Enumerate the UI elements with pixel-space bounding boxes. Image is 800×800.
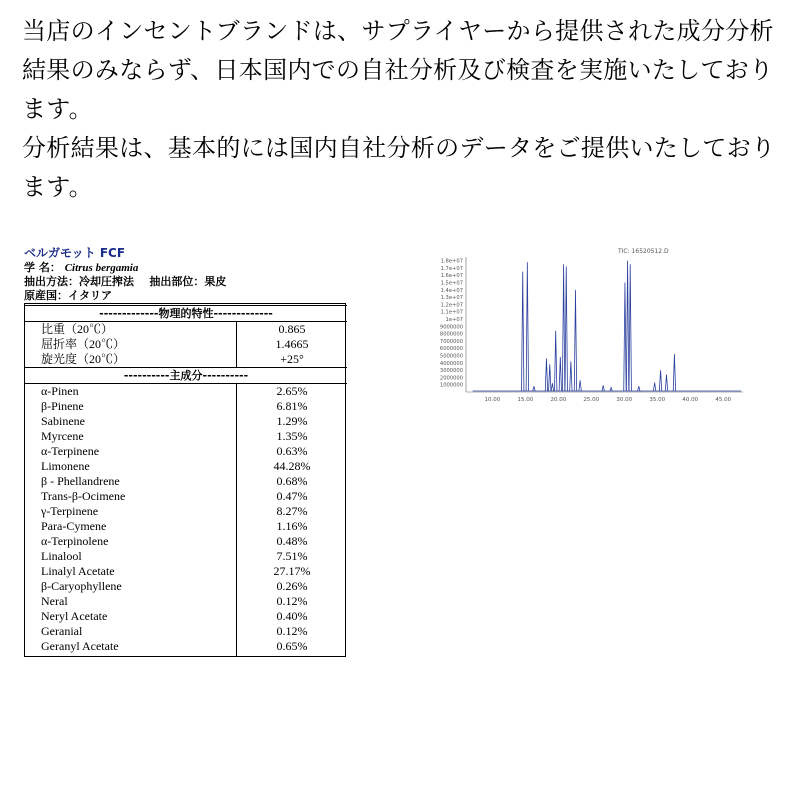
scientific-name: Citrus bergamia	[64, 262, 139, 274]
component-name: α-Pinen	[41, 384, 79, 398]
x-tick-label: 20.00	[550, 397, 567, 403]
chromatogram-peak	[565, 266, 567, 391]
table-row	[25, 399, 347, 414]
table-row	[25, 429, 347, 444]
chromatogram-peak	[610, 388, 612, 391]
table-row	[25, 352, 347, 368]
y-tick-label: 5000000	[439, 353, 463, 360]
chromatogram-peak	[602, 385, 604, 391]
chromatogram	[418, 245, 748, 410]
component-name: Neral	[41, 594, 68, 608]
chromatogram-peak	[574, 290, 576, 391]
component-name: γ-Terpinene	[41, 504, 99, 518]
table-row	[25, 519, 347, 534]
table-row	[25, 609, 347, 624]
table-row	[25, 594, 347, 609]
component-value: 0.12%	[237, 624, 348, 639]
component-value: 1.29%	[237, 414, 348, 429]
table-row	[25, 474, 347, 489]
chromatogram-header: TIC: 16520512.D	[618, 248, 669, 255]
x-tick-label: 35.00	[649, 397, 666, 403]
origin-label: 原産国：	[24, 289, 68, 302]
scientific-name-label: 学 名：	[24, 261, 61, 274]
scientific-name-row	[24, 261, 346, 275]
table-row	[25, 504, 347, 519]
intro-paragraph-1: 当店のインセントブランドは、サプライヤーから提供された成分分析結果のみならず、日本国内での自社分析及び検査を実施いたしております。	[22, 17, 774, 123]
chromatogram-peak	[653, 383, 655, 391]
component-value: 2.65%	[237, 384, 348, 400]
chromatogram-peak	[522, 272, 524, 391]
component-value: 0.12%	[237, 594, 348, 609]
component-name: Geranyl Acetate	[41, 639, 119, 653]
chromatogram-peak	[624, 283, 626, 391]
component-value: +25°	[237, 352, 348, 368]
y-tick-label: 8000000	[439, 331, 463, 338]
y-tick-label: 1.8e+07	[440, 258, 463, 265]
component-name: β-Caryophyllene	[41, 579, 122, 593]
chromatogram-peak	[579, 380, 581, 391]
analysis-table	[25, 305, 347, 656]
origin-row	[24, 289, 346, 303]
component-name: 旋光度（20℃）	[41, 352, 126, 366]
x-tick-label: 30.00	[616, 397, 633, 403]
part-value: 果皮	[204, 275, 227, 288]
chromatogram-peak	[659, 370, 661, 391]
component-value: 44.28%	[237, 459, 348, 474]
chromatogram-peak	[545, 358, 547, 391]
component-value: 0.26%	[237, 579, 348, 594]
y-tick-label: 2000000	[439, 375, 463, 382]
origin-value: イタリア	[68, 289, 112, 302]
chromatogram-peak	[526, 262, 528, 391]
table-row	[25, 414, 347, 429]
x-tick-label: 10.00	[484, 397, 501, 403]
component-name: Linalyl Acetate	[41, 564, 115, 578]
table-row	[25, 489, 347, 504]
component-value: 1.4665	[237, 337, 348, 352]
sheet-title: ベルガモット FCF	[24, 246, 126, 260]
y-tick-label: 1.6e+07	[440, 273, 463, 280]
y-tick-label: 1.2e+07	[440, 302, 463, 309]
y-tick-label: 1.5e+07	[440, 280, 463, 287]
table-row	[25, 549, 347, 564]
chromatogram-trace	[473, 261, 741, 391]
component-value: 6.81%	[237, 399, 348, 414]
component-name: 比重（20℃）	[41, 322, 114, 336]
table-row	[25, 444, 347, 459]
components-section-header	[25, 368, 347, 384]
component-name: Geranial	[41, 624, 83, 638]
component-value: 0.40%	[237, 609, 348, 624]
chromatogram-peak	[559, 357, 561, 391]
component-name: Para-Cymene	[41, 519, 107, 533]
component-name: Linalool	[41, 549, 82, 563]
component-name: α-Terpinolene	[41, 534, 109, 548]
table-row	[25, 384, 347, 400]
method-value: 冷却圧搾法	[79, 275, 134, 288]
y-tick-label: 1.7e+07	[440, 265, 463, 272]
component-value: 1.16%	[237, 519, 348, 534]
physical-header-label: -------------物理的特性-------------	[25, 306, 347, 322]
y-tick-label: 1.3e+07	[440, 295, 463, 302]
table-row	[25, 624, 347, 639]
extraction-row	[24, 275, 346, 289]
component-name: β-Pinene	[41, 399, 84, 413]
component-value: 0.63%	[237, 444, 348, 459]
chromatogram-peak	[533, 386, 535, 391]
chromatogram-peak	[629, 264, 631, 391]
chromatogram-peak	[673, 354, 675, 391]
method-label: 抽出方法：	[24, 275, 79, 288]
physical-section-header	[25, 306, 347, 322]
table-row	[25, 579, 347, 594]
component-value: 7.51%	[237, 549, 348, 564]
component-name: Sabinene	[41, 414, 85, 428]
y-tick-label: 1.1e+07	[440, 309, 463, 316]
table-row	[25, 337, 347, 352]
part-label: 抽出部位：	[149, 275, 205, 288]
y-tick-label: 1000000	[439, 382, 463, 389]
x-tick-label: 40.00	[682, 397, 699, 403]
component-name: Limonene	[41, 459, 90, 473]
component-value: 27.17%	[237, 564, 348, 579]
x-tick-label: 15.00	[517, 397, 534, 403]
chromatogram-peak	[562, 264, 564, 391]
components-header-label: ----------主成分----------	[25, 368, 347, 384]
table-row	[25, 564, 347, 579]
component-value: 0.68%	[237, 474, 348, 489]
chromatogram-peak	[638, 386, 640, 391]
table-row	[25, 639, 347, 656]
y-tick-label: 3000000	[439, 368, 463, 375]
table-row	[25, 459, 347, 474]
x-tick-label: 25.00	[583, 397, 600, 403]
intro-paragraph-2: 分析結果は、基本的には国内自社分析のデータをご提供いたしております。	[22, 134, 776, 201]
y-tick-label: 7000000	[439, 338, 463, 345]
component-name: 屈折率（20℃）	[41, 337, 126, 351]
table-row	[25, 534, 347, 549]
chromatogram-x-axis	[466, 392, 743, 403]
sheet-header	[24, 246, 346, 303]
component-value: 8.27%	[237, 504, 348, 519]
chromatogram-peak	[549, 364, 551, 391]
component-name: Trans-β-Ocimene	[41, 489, 126, 503]
component-value: 1.35%	[237, 429, 348, 444]
chromatogram-peak	[665, 374, 667, 391]
component-value: 0.47%	[237, 489, 348, 504]
chromatogram-peak	[554, 331, 556, 391]
chromatogram-peak	[626, 261, 628, 391]
analysis-sheet	[24, 246, 346, 657]
component-value: 0.48%	[237, 534, 348, 549]
x-tick-label: 45.00	[715, 397, 732, 403]
component-name: Myrcene	[41, 429, 84, 443]
y-tick-label: 4000000	[439, 360, 463, 367]
table-row	[25, 322, 347, 338]
component-name: α-Terpinene	[41, 444, 100, 458]
chromatogram-y-axis	[440, 257, 466, 392]
analysis-table-frame	[24, 303, 346, 657]
component-value: 0.865	[237, 322, 348, 338]
component-name: Neryl Acetate	[41, 609, 108, 623]
chromatogram-peak	[570, 361, 572, 391]
y-tick-label: 9000000	[439, 324, 463, 331]
y-tick-label: 6000000	[439, 346, 463, 353]
intro-text	[22, 12, 792, 207]
component-value: 0.65%	[237, 639, 348, 656]
chromatogram-peak	[551, 383, 553, 391]
y-tick-label: 1e+07	[445, 317, 463, 324]
y-tick-label: 1.4e+07	[440, 287, 463, 294]
component-name: β - Phellandrene	[41, 474, 120, 488]
